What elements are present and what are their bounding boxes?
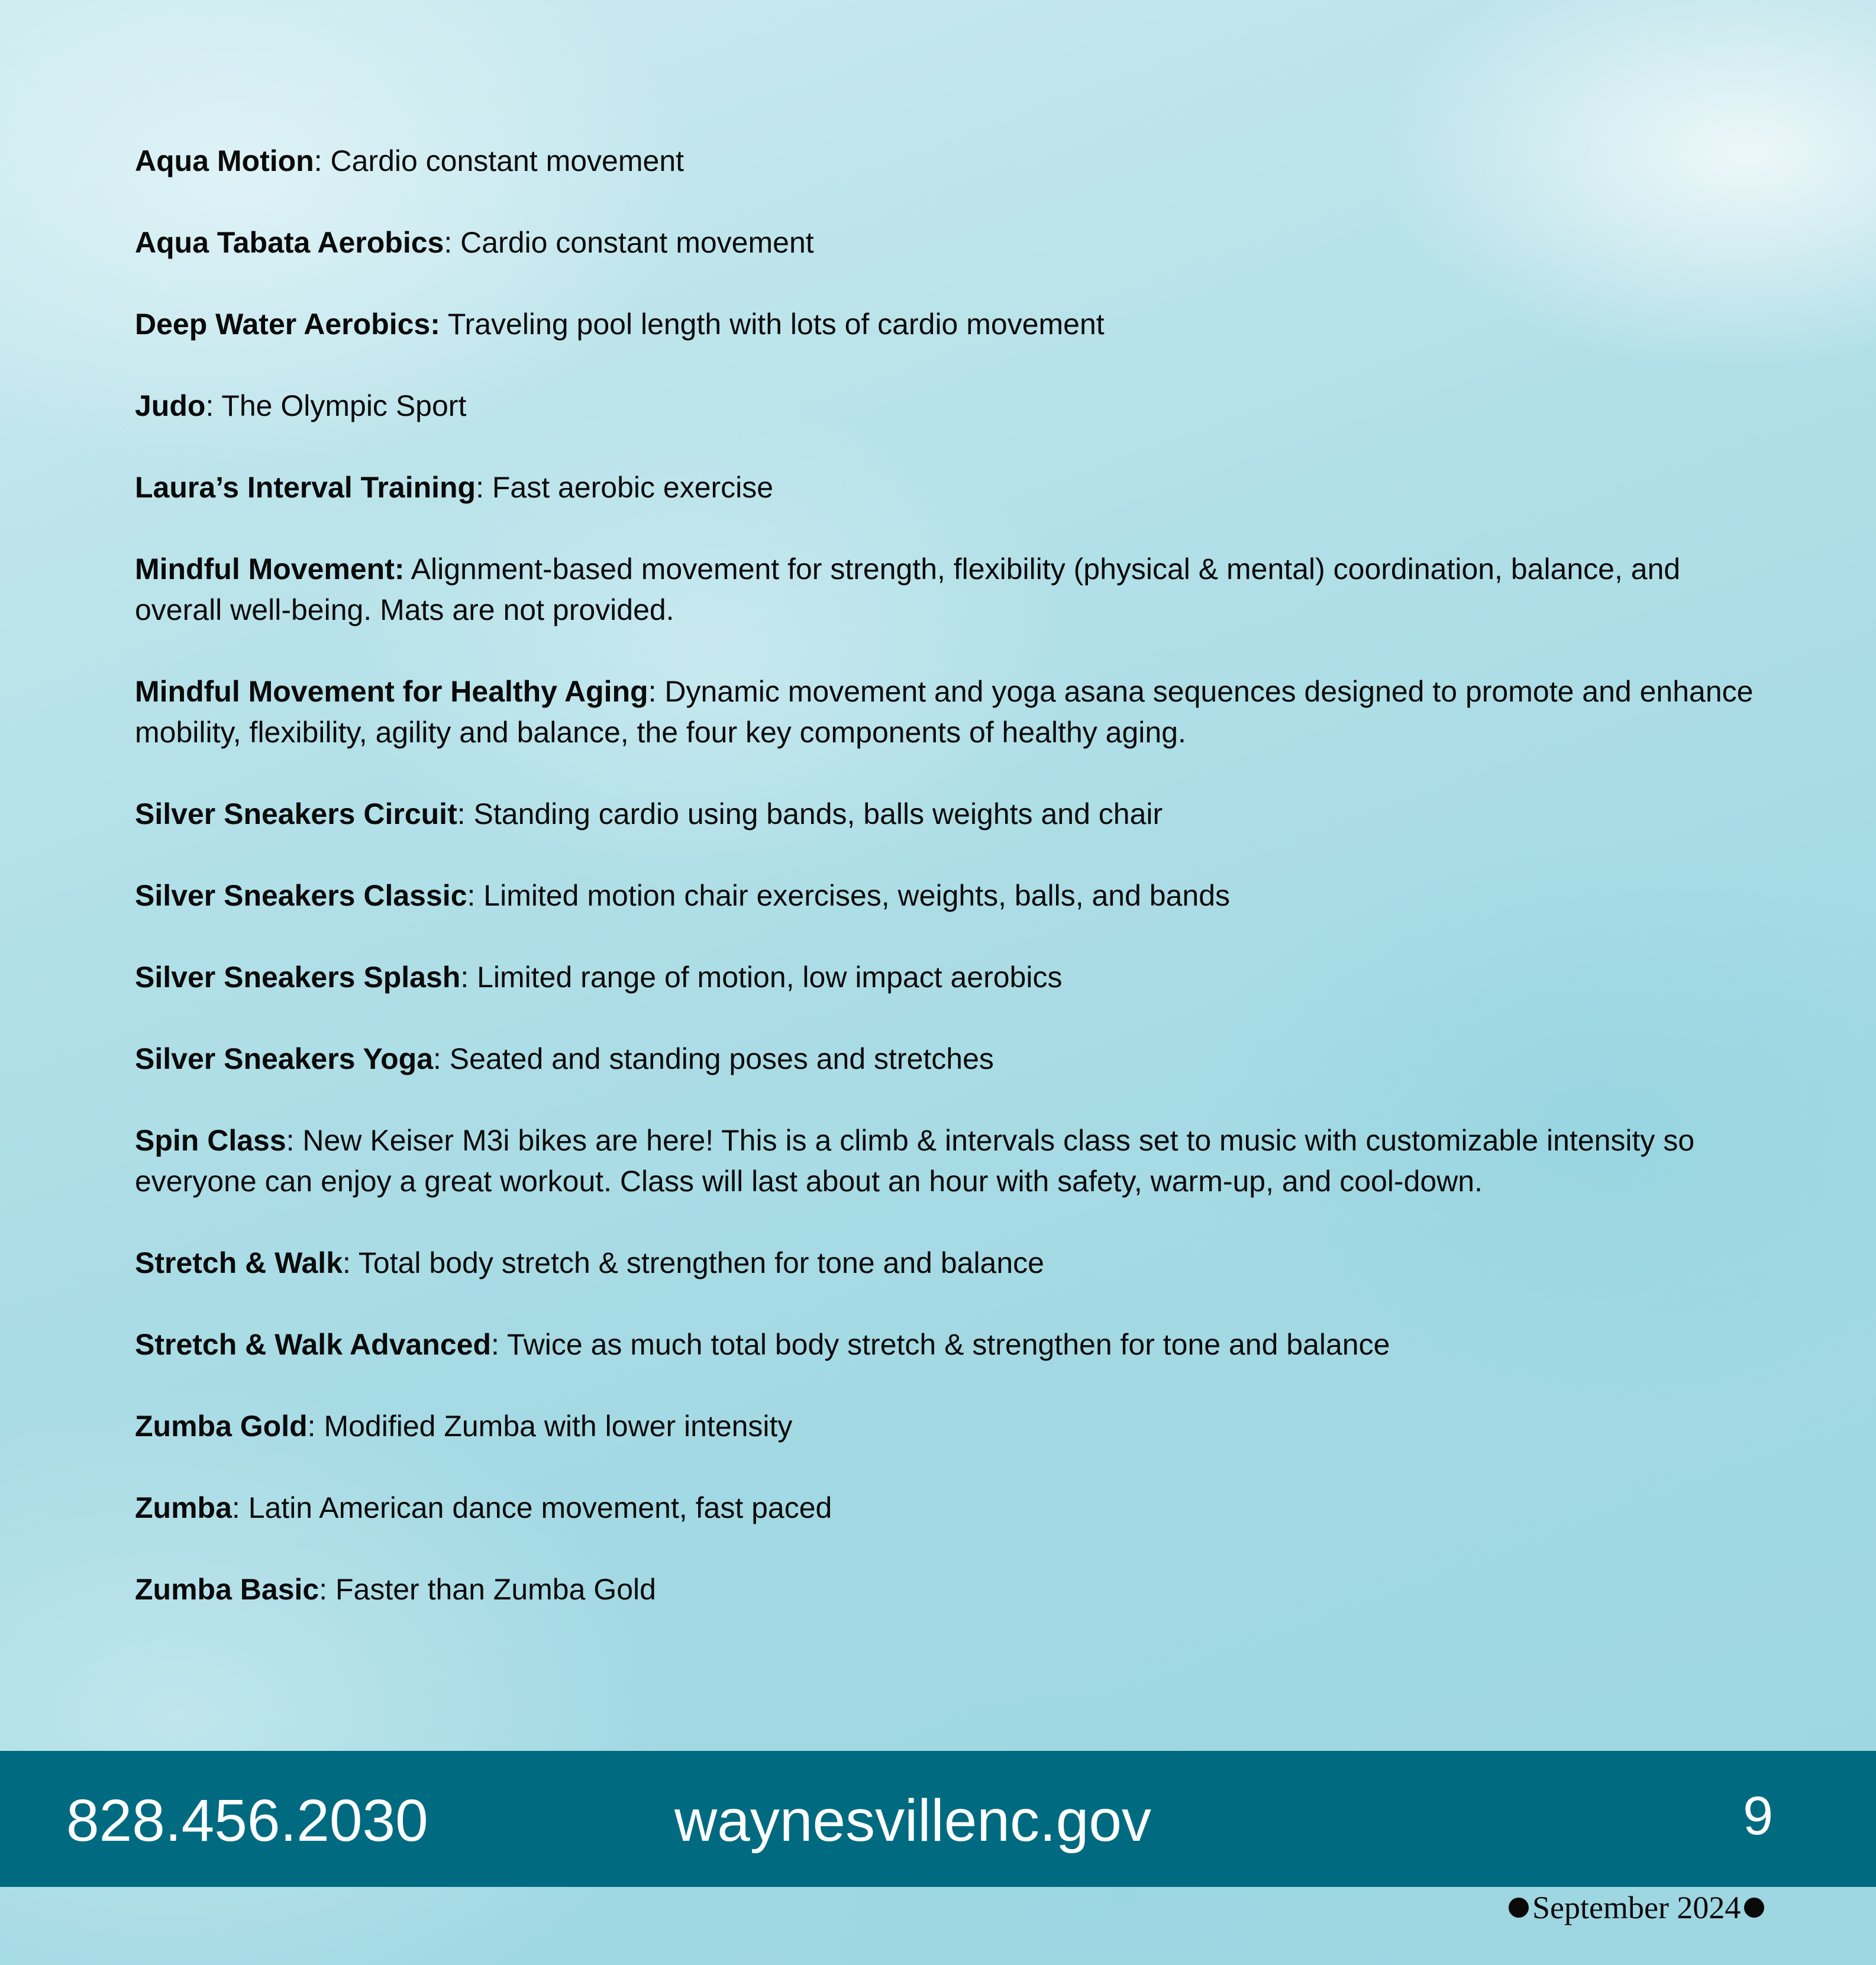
class-entry-deep-water-aerobics xyxy=(135,304,1756,345)
class-description: : Twice as much total body stretch & strengthen for tone and balance xyxy=(491,1328,1390,1361)
phone-number: 828.456.2030 xyxy=(66,1788,428,1854)
class-description: : New Keiser M3i bikes are here! This is a climb & intervals class set to music with customizable intensity so everyone can enjoy a great workout. Class will last about an hour with safety, warm-up, and cool-down. xyxy=(135,1124,1695,1198)
class-term: Mindful Movement for Healthy Aging xyxy=(135,675,648,708)
class-term: Stretch & Walk Advanced xyxy=(135,1328,492,1361)
class-term: Stretch & Walk xyxy=(135,1246,343,1279)
class-description: Alignment-based movement for strength, flexibility (physical & mental) coordination, balance, and overall well-being. Mats are not provided. xyxy=(135,552,1681,626)
class-entry-zumba-basic xyxy=(135,1569,1756,1610)
issue-date-label: September 2024 xyxy=(1532,1890,1741,1925)
class-entry-silver-sneakers-circuit xyxy=(135,794,1756,835)
class-description: : Fast aerobic exercise xyxy=(476,471,774,504)
class-entry-zumba-gold xyxy=(135,1406,1756,1447)
class-description: : Cardio constant movement xyxy=(444,226,814,259)
class-description: : Latin American dance movement, fast paced xyxy=(231,1491,832,1524)
class-term: Zumba Basic xyxy=(135,1573,319,1606)
bullet-icon xyxy=(1744,1898,1764,1918)
class-description: Traveling pool length with lots of cardio movement xyxy=(440,308,1105,341)
class-entry-spin-class xyxy=(135,1120,1756,1202)
class-entry-silver-sneakers-classic xyxy=(135,875,1756,916)
class-description: : The Olympic Sport xyxy=(205,389,467,422)
bullet-icon xyxy=(1509,1898,1529,1918)
website-link[interactable]: waynesvillenc.gov xyxy=(674,1788,1151,1854)
class-entry-mindful-movement xyxy=(135,549,1756,631)
class-term: Laura’s Interval Training xyxy=(135,471,476,504)
class-entry-mindful-movement-healthy-aging xyxy=(135,671,1756,753)
class-description: : Total body stretch & strengthen for tone and balance xyxy=(343,1246,1044,1279)
class-entry-stretch-walk-advanced xyxy=(135,1324,1756,1365)
class-entry-zumba xyxy=(135,1488,1756,1528)
class-term: Zumba xyxy=(135,1491,232,1524)
class-description: : Dynamic movement and yoga asana sequences designed to promote and enhance mobility, flexibility, agility and balance, the four key components of healthy aging. xyxy=(135,675,1754,749)
page-number: 9 xyxy=(1743,1786,1774,1846)
class-description: : Cardio constant movement xyxy=(314,144,684,177)
class-description: : Faster than Zumba Gold xyxy=(319,1573,656,1606)
class-term: Mindful Movement: xyxy=(135,552,405,586)
class-term: Judo xyxy=(135,389,206,422)
class-entry-aqua-motion xyxy=(135,141,1756,182)
class-entry-stretch-walk xyxy=(135,1243,1756,1284)
class-description: : Limited range of motion, low impact aerobics xyxy=(460,961,1063,994)
class-term: Zumba Gold xyxy=(135,1410,308,1443)
class-entry-silver-sneakers-splash xyxy=(135,957,1756,998)
class-term: Aqua Tabata Aerobics xyxy=(135,226,444,259)
class-term: Silver Sneakers Circuit xyxy=(135,797,457,830)
class-entry-judo xyxy=(135,386,1756,426)
class-entry-interval-training xyxy=(135,467,1756,508)
class-term: Aqua Motion xyxy=(135,144,314,177)
class-description: : Limited motion chair exercises, weights, balls, and bands xyxy=(467,879,1231,912)
footer-bar xyxy=(0,1751,1876,1887)
class-term: Deep Water Aerobics: xyxy=(135,308,440,341)
class-descriptions xyxy=(135,141,1756,1651)
class-description: : Standing cardio using bands, balls weights and chair xyxy=(457,797,1163,830)
class-term: Silver Sneakers Yoga xyxy=(135,1042,434,1075)
class-term: Spin Class xyxy=(135,1124,286,1157)
class-description: : Seated and standing poses and stretches xyxy=(433,1042,994,1075)
class-term: Silver Sneakers Splash xyxy=(135,961,461,994)
class-entry-aqua-tabata-aerobics xyxy=(135,222,1756,263)
class-description: : Modified Zumba with lower intensity xyxy=(307,1410,793,1443)
class-entry-silver-sneakers-yoga xyxy=(135,1039,1756,1080)
issue-date xyxy=(1509,1887,1764,1928)
class-term: Silver Sneakers Classic xyxy=(135,879,467,912)
